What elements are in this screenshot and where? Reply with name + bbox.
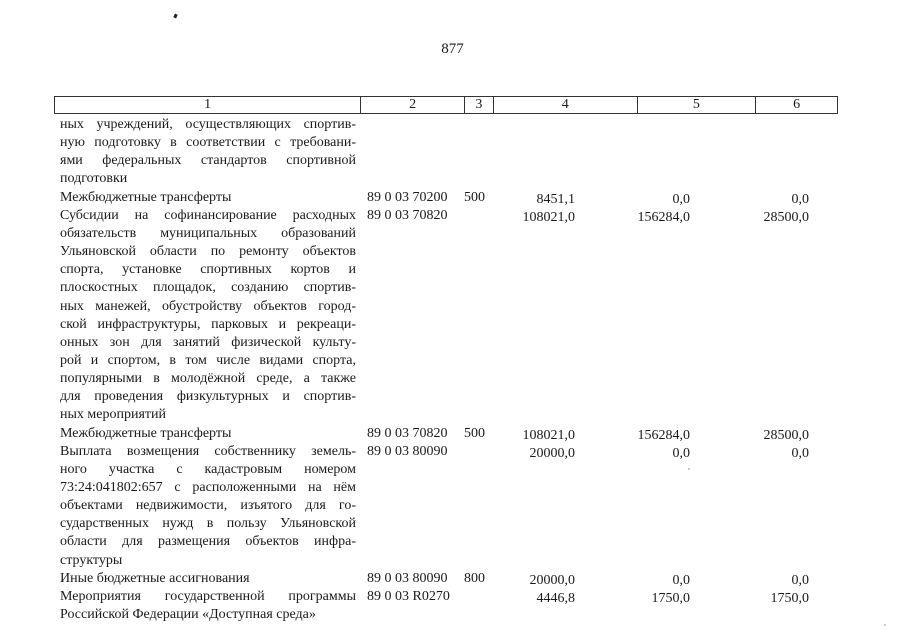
row-3-name-line: Межбюджетные трансферты (60, 425, 232, 441)
row-6-code: 89 0 03 R0270 (367, 588, 450, 604)
row-5-amount-col5: 0,0 (672, 572, 690, 588)
header-col-3: 3 (465, 97, 494, 113)
row-3-amount-col6: 28500,0 (763, 427, 809, 443)
row-4-name-line: 73:24:041802:657 с расположенными на нём (60, 480, 356, 495)
table-header (54, 96, 838, 114)
page-number: 877 (441, 41, 464, 57)
row-3-expense-type: 500 (464, 425, 485, 441)
scan-dot (884, 624, 886, 626)
row-2-name-line: ской инфраструктуры, парковых и рекреаци- (60, 316, 356, 332)
row-0-name-line: ями федеральных стандартов спортивной (60, 153, 356, 169)
row-5-amount-col6: 0,0 (791, 572, 809, 588)
row-4-name-line: Выплата возмещения собственнику земель- (60, 443, 356, 459)
row-2-name-line: онных зон для занятий физической культу- (60, 334, 356, 350)
row-2-name-line: спорта, установке спортивных кортов и (60, 262, 356, 278)
scan-mark (173, 14, 177, 19)
row-4-amount-col6: 0,0 (791, 445, 809, 461)
header-col-4: 4 (494, 97, 638, 113)
row-5-amount-col4: 20000,0 (529, 572, 575, 588)
row-1-code: 89 0 03 70200 (367, 189, 448, 205)
row-6-amount-col5: 1750,0 (651, 590, 690, 606)
row-4-amount-col5: 0,0 (672, 445, 690, 461)
row-1-expense-type: 500 (464, 189, 485, 205)
row-2-amount-col6: 28500,0 (763, 209, 809, 225)
row-3-amount-col4: 108021,0 (522, 427, 575, 443)
row-5-name-line: Иные бюджетные ассигнования (60, 570, 250, 586)
row-1-amount-col6: 0,0 (791, 191, 809, 207)
row-4-amount-col4: 20000,0 (529, 445, 575, 461)
row-5-expense-type: 800 (464, 570, 485, 586)
row-1-amount-col5: 0,0 (672, 191, 690, 207)
row-6-amount-col4: 4446,8 (536, 590, 575, 606)
row-4-name-line: объектами недвижимости, изъятого для го- (60, 498, 356, 514)
row-4-code: 89 0 03 80090 (367, 443, 448, 459)
row-2-name-line: Ульяновской области по ремонту объектов (60, 244, 356, 260)
row-2-name-line: популярными в молодёжной среде, а также (60, 371, 356, 387)
row-2-name-line: ных мероприятий (60, 407, 166, 423)
row-0-name-line: ную подготовку в соответствии с требовани- (60, 135, 356, 151)
row-3-code: 89 0 03 70820 (367, 425, 448, 441)
row-2-amount-col5: 156284,0 (637, 209, 690, 225)
scan-dot (688, 468, 690, 470)
row-6-name-line: Российской Федерации «Доступная среда» (60, 607, 316, 623)
row-4-name-line: структуры (60, 552, 123, 568)
header-col-5: 5 (638, 97, 757, 113)
row-4-name-line: области для размещения объектов инфра- (60, 534, 356, 550)
header-col-6: 6 (793, 97, 801, 112)
row-1-amount-col4: 8451,1 (536, 191, 575, 207)
row-2-name-line: рой и спортом, в том числе видами спорта, (60, 352, 356, 368)
row-2-amount-col4: 108021,0 (522, 209, 575, 225)
row-4-name-line: сударственных нужд в пользу Ульяновской (60, 516, 356, 532)
row-2-name-line: Субсидии на софинансирование расходных (60, 207, 356, 223)
row-2-name-line: для проведения физкультурных и спортив- (60, 389, 356, 405)
row-0-name-line: ных учреждений, осуществляющих спортив- (60, 117, 356, 132)
row-1-name-line: Межбюджетные трансферты (60, 189, 232, 205)
row-2-name-line: ных манежей, обустройству объектов город- (60, 298, 356, 314)
header-col-1: 1 (55, 97, 361, 113)
row-5-code: 89 0 03 80090 (367, 570, 448, 586)
row-2-code: 89 0 03 70820 (367, 207, 448, 223)
row-6-name-line: Мероприятия государственной программы (60, 588, 356, 604)
row-4-name-line: ного участка с кадастровым номером (60, 461, 356, 477)
row-6-amount-col6: 1750,0 (770, 590, 809, 606)
row-3-amount-col5: 156284,0 (637, 427, 690, 443)
header-col-2: 2 (361, 97, 465, 113)
row-2-name-line: обязательств муниципальных образований (60, 225, 356, 241)
row-2-name-line: плоскостных площадок, созданию спортив- (60, 280, 356, 296)
row-0-name-line: подготовки (60, 171, 128, 187)
